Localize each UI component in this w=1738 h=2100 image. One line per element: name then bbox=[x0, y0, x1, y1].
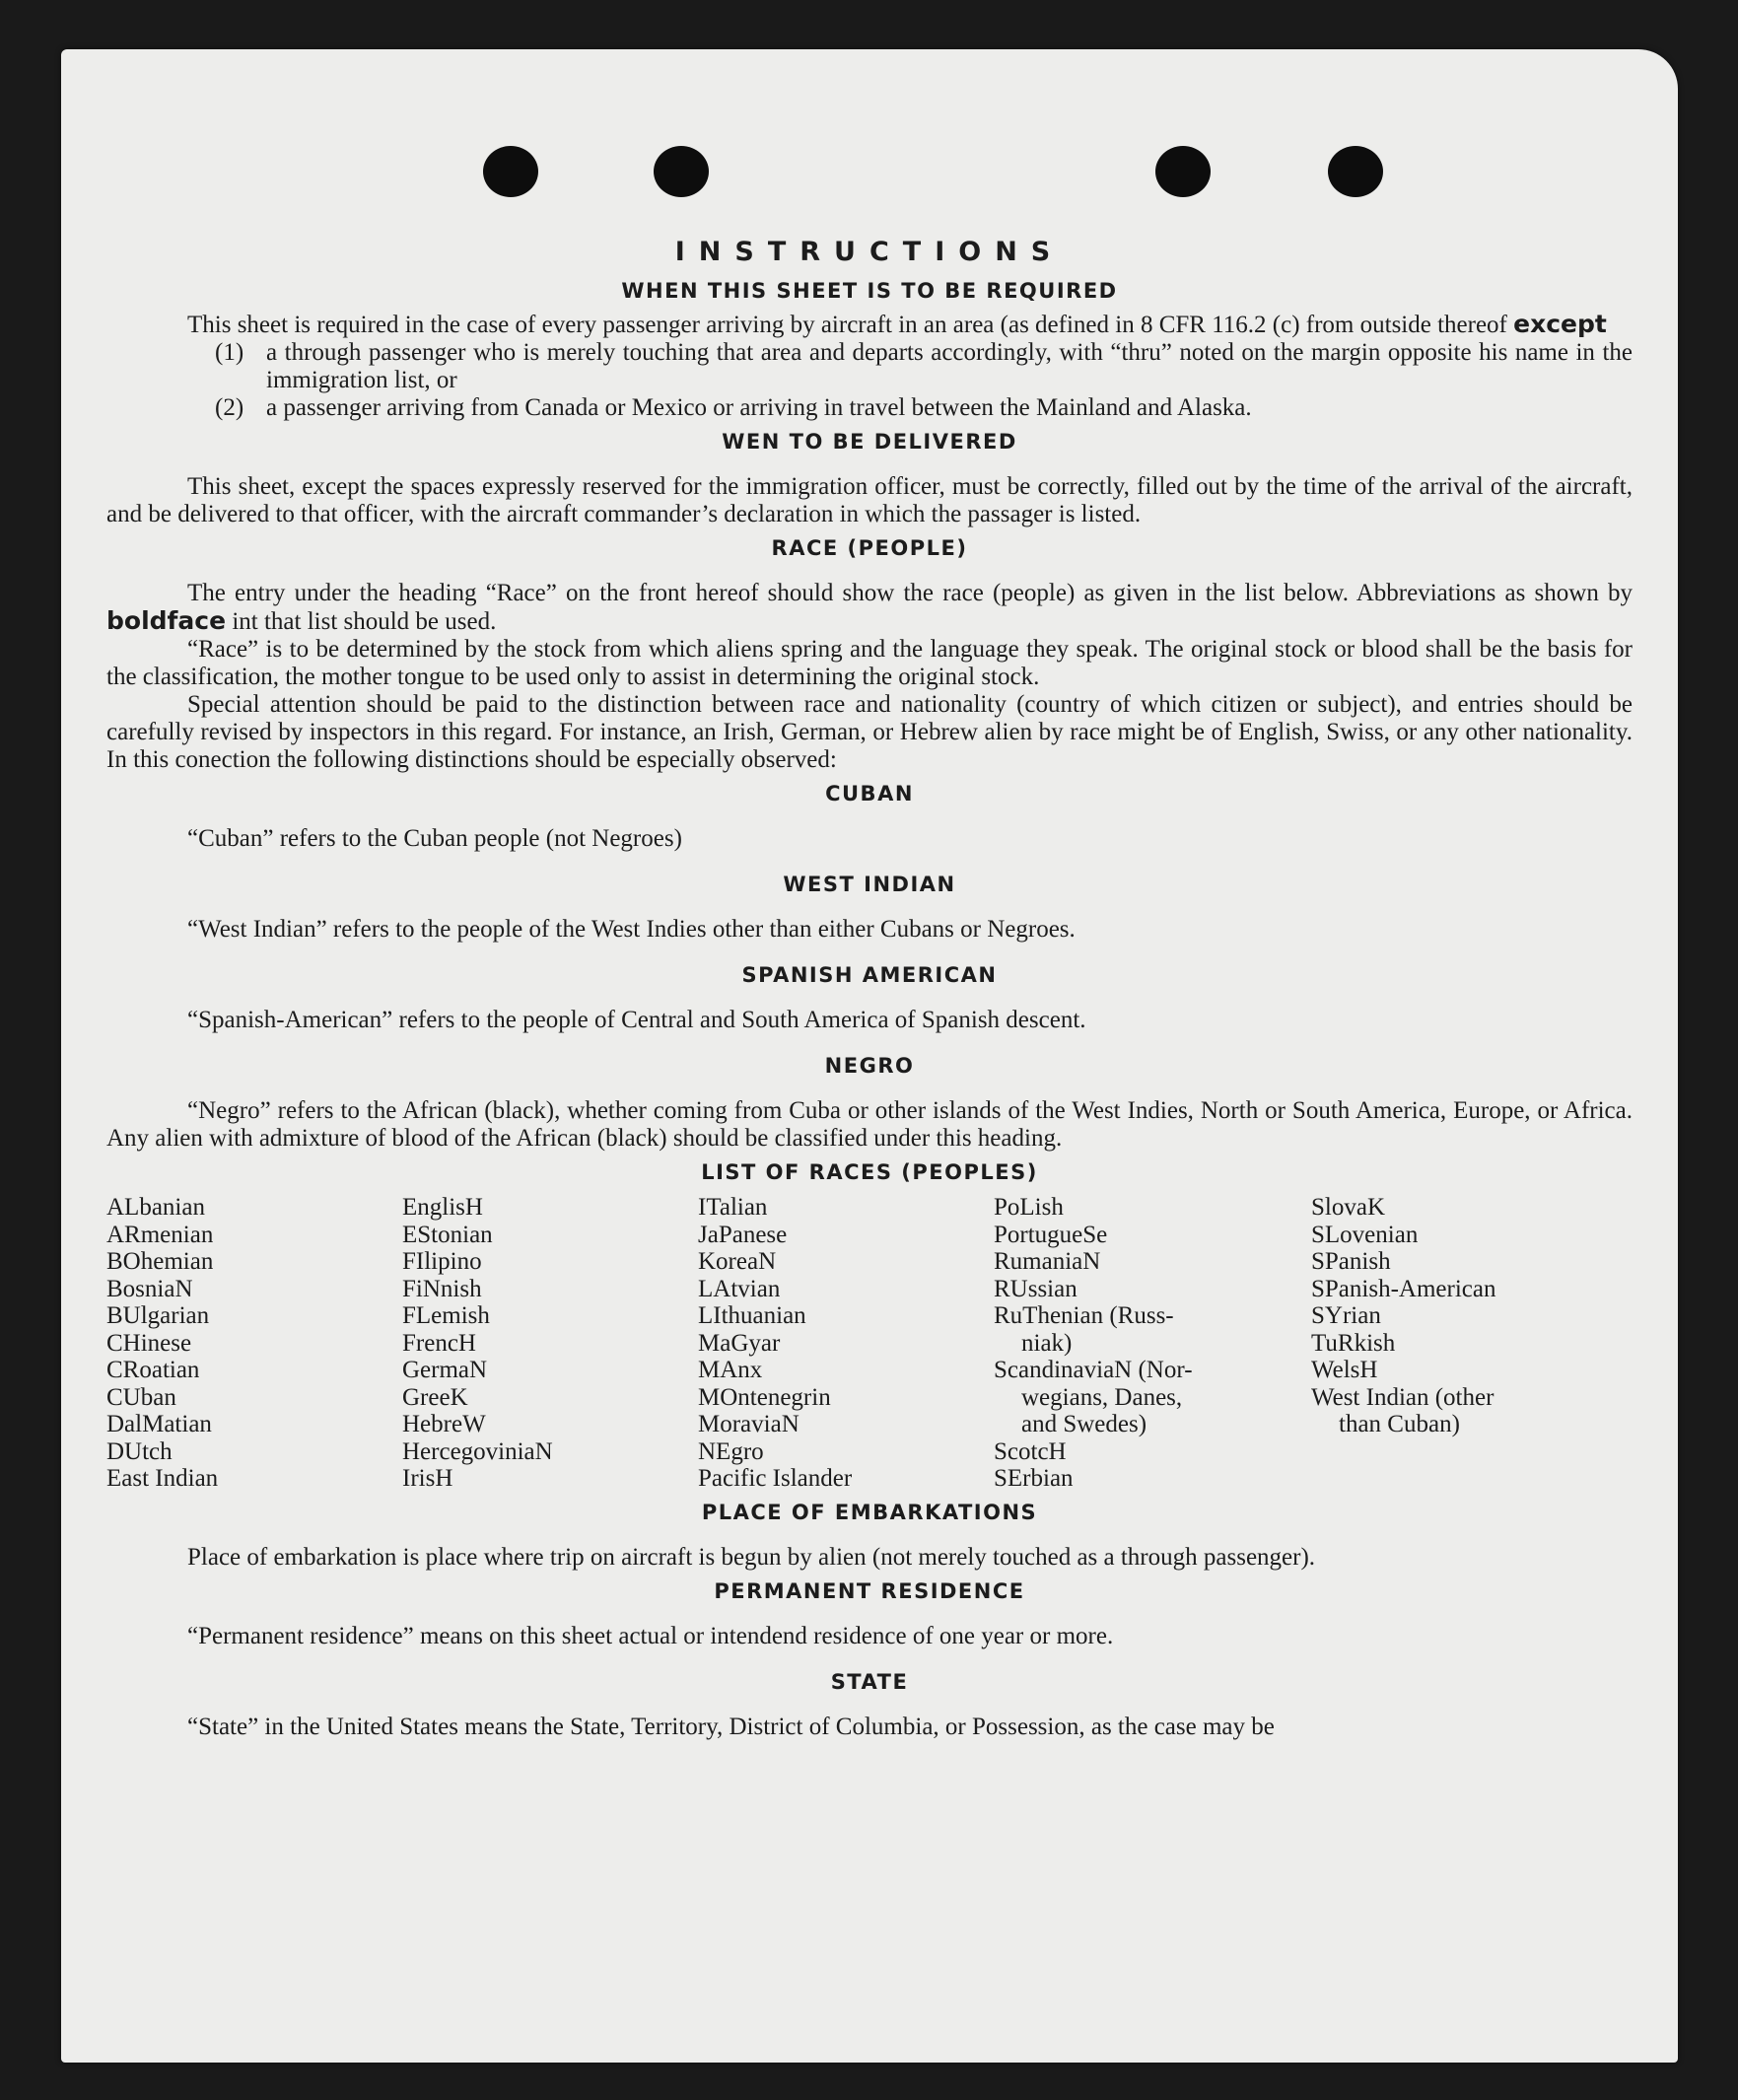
document-page bbox=[61, 49, 1678, 2063]
race-entry: SLovenian bbox=[1311, 1221, 1419, 1248]
heading-permanent-residence: PERMANENT RESIDENCE bbox=[714, 1578, 1025, 1603]
punch-hole bbox=[483, 146, 538, 197]
punch-hole bbox=[1328, 146, 1383, 197]
list-item: (2) a passenger arriving from Canada or Mexico or arriving in travel between the Mainland and Alaska. bbox=[215, 394, 1252, 421]
heading-when-required: WHEN THIS SHEET IS TO BE REQUIRED bbox=[621, 279, 1118, 303]
heading-state: STATE bbox=[830, 1669, 909, 1694]
race-entry: RuThenian (Russ- bbox=[994, 1302, 1174, 1329]
when-required-intro: This sheet is required in the case of every passenger arriving by aircraft in an area (as defined in 8 CFR 116.2 (c) from outside thereof except bbox=[187, 310, 1607, 338]
delivered-text: This sheet, except the spaces expressly reserved for the immigration officer, must be correctly, filled out by the time of the arrival of the aircraft, and be delivered to that officer, with the aircraft commander’s declaration in which the passager is listed. bbox=[106, 473, 1633, 527]
heading-spanish-american: SPANISH AMERICAN bbox=[741, 963, 998, 987]
race-entry: wegians, Danes, bbox=[1021, 1383, 1183, 1411]
races-column bbox=[1311, 1194, 1627, 1493]
race-entry: HebreW bbox=[402, 1411, 486, 1437]
race-entry: FrencH bbox=[402, 1329, 476, 1357]
heading-list-of-races: LIST OF RACES (PEOPLES) bbox=[701, 1160, 1038, 1184]
race-entry: KoreaN bbox=[698, 1248, 777, 1275]
race-entry: GreeK bbox=[402, 1383, 468, 1411]
race-entry: CRoatian bbox=[106, 1357, 200, 1383]
race-entry: SlovaK bbox=[1311, 1194, 1385, 1221]
races-column bbox=[402, 1194, 698, 1493]
embarkation-text: Place of embarkation is place where trip on aircraft is begun by alien (not merely touched as a through passenger). bbox=[187, 1543, 1316, 1571]
race-entry: FLemish bbox=[402, 1302, 490, 1329]
negro-text: “Negro” refers to the African (black), whether coming from Cuba or other islands of the West Indies, North or South America, Europe, or Africa. Any alien with admixture of blood of the African (black) should be classified under this heading. bbox=[106, 1097, 1633, 1152]
heading-race: RACE (PEOPLE) bbox=[771, 536, 968, 560]
race-entry: ITalian bbox=[698, 1194, 768, 1221]
race-entry: DalMatian bbox=[106, 1411, 212, 1437]
race-entry: NEgro bbox=[698, 1437, 764, 1465]
race-entry: GermaN bbox=[402, 1357, 488, 1383]
race-entry: CHinese bbox=[106, 1329, 192, 1357]
race-entry: SErbian bbox=[994, 1465, 1074, 1492]
race-entry: SYrian bbox=[1311, 1302, 1381, 1329]
residence-text: “Permanent residence” means on this sheet actual or intendend residence of one year or more. bbox=[187, 1622, 1114, 1649]
race-entry: East Indian bbox=[106, 1465, 219, 1492]
instructions-content bbox=[106, 237, 1633, 1741]
race-entry: BOhemian bbox=[106, 1248, 214, 1275]
race-entry: West Indian (other bbox=[1311, 1383, 1495, 1411]
race-entry: Pacific Islander bbox=[698, 1465, 853, 1492]
heading-cuban: CUBAN bbox=[825, 782, 914, 805]
race-entry: HercegoviniaN bbox=[402, 1437, 553, 1465]
race-entry: RumaniaN bbox=[994, 1248, 1101, 1275]
spanish-american-text: “Spanish-American” refers to the people of Central and South America of Spanish descent. bbox=[187, 1007, 1086, 1033]
state-text: “State” in the United States means the State, Territory, District of Columbia, or Possession, as the case may be bbox=[187, 1713, 1275, 1740]
punch-hole bbox=[1155, 146, 1211, 197]
race-entry: BosniaN bbox=[106, 1275, 193, 1302]
races-column bbox=[698, 1194, 994, 1493]
heading-embarkation: PLACE OF EMBARKATIONS bbox=[701, 1500, 1038, 1524]
race-entry: than Cuban) bbox=[1339, 1411, 1460, 1437]
race-entry: PortugueSe bbox=[994, 1221, 1108, 1248]
race-entry: SPanish bbox=[1311, 1248, 1391, 1275]
west-indian-text: “West Indian” refers to the people of the West Indies other than either Cubans or Negroes. bbox=[187, 916, 1076, 943]
heading-negro: NEGRO bbox=[824, 1054, 915, 1078]
race-entry: ScandinaviaN (Nor- bbox=[994, 1357, 1193, 1383]
race-entry: and Swedes) bbox=[1021, 1411, 1147, 1437]
race-entry: FiNnish bbox=[402, 1275, 482, 1302]
race-paragraph-1: The entry under the heading “Race” on the front hereof should show the race (people) as given in the list below. Abbreviations as shown by boldface int that list should be used. bbox=[106, 580, 1633, 635]
page-title: INSTRUCTIONS bbox=[674, 237, 1065, 267]
race-entry: niak) bbox=[1021, 1329, 1073, 1357]
punch-hole bbox=[654, 146, 709, 197]
race-entry: DUtch bbox=[106, 1437, 173, 1465]
race-entry: MAnx bbox=[698, 1357, 763, 1383]
race-entry: JaPanese bbox=[698, 1221, 788, 1248]
race-entry: MaGyar bbox=[698, 1329, 781, 1357]
race-entry: TuRkish bbox=[1311, 1329, 1396, 1357]
race-entry: LIthuanian bbox=[698, 1302, 806, 1329]
race-entry: ScotcH bbox=[994, 1437, 1067, 1465]
race-entry: EStonian bbox=[402, 1221, 493, 1248]
race-entry: MOntenegrin bbox=[698, 1383, 831, 1411]
exception-list bbox=[215, 339, 1633, 422]
races-column bbox=[994, 1194, 1311, 1493]
races-column bbox=[106, 1194, 402, 1493]
race-paragraph-2: “Race” is to be determined by the stock from which aliens spring and the language they speak. The original stock or blood shall be the basis for the classification, the mother tongue to be used only to assist in determining the original stock. bbox=[106, 636, 1633, 690]
list-item: (1) a through passenger who is merely touching that area and departs accordingly, with “thru” noted on the margin opposite his name in the immigration list, or bbox=[215, 339, 1633, 393]
race-entry: SPanish-American bbox=[1311, 1275, 1496, 1302]
race-entry: LAtvian bbox=[698, 1275, 781, 1302]
heading-west-indian: WEST INDIAN bbox=[783, 873, 956, 896]
heading-delivered: WEN TO BE DELIVERED bbox=[722, 430, 1017, 454]
race-paragraph-3: Special attention should be paid to the distinction between race and nationality (country of which citizen or subject), and entries should be carefully revised by inspectors in this regard. For instance, an Irish, German, or Hebrew alien by race might be of English, Swiss, or any other nationality. In this conection the following distinctions should be especially observed: bbox=[106, 691, 1633, 773]
race-entry: MoraviaN bbox=[698, 1411, 799, 1437]
race-entry: CUban bbox=[106, 1383, 176, 1411]
race-entry: ALbanian bbox=[106, 1194, 205, 1221]
races-list bbox=[106, 1194, 1633, 1493]
race-entry: ARmenian bbox=[106, 1221, 214, 1248]
race-entry: IrisH bbox=[402, 1465, 453, 1492]
race-entry: FIlipino bbox=[402, 1248, 482, 1275]
race-entry: EnglisH bbox=[402, 1194, 483, 1221]
race-entry: WelsH bbox=[1311, 1357, 1378, 1383]
race-entry: BUlgarian bbox=[106, 1302, 210, 1329]
race-entry: RUssian bbox=[994, 1275, 1078, 1302]
race-entry: PoLish bbox=[994, 1194, 1064, 1221]
cuban-text: “Cuban” refers to the Cuban people (not Negroes) bbox=[187, 825, 682, 852]
